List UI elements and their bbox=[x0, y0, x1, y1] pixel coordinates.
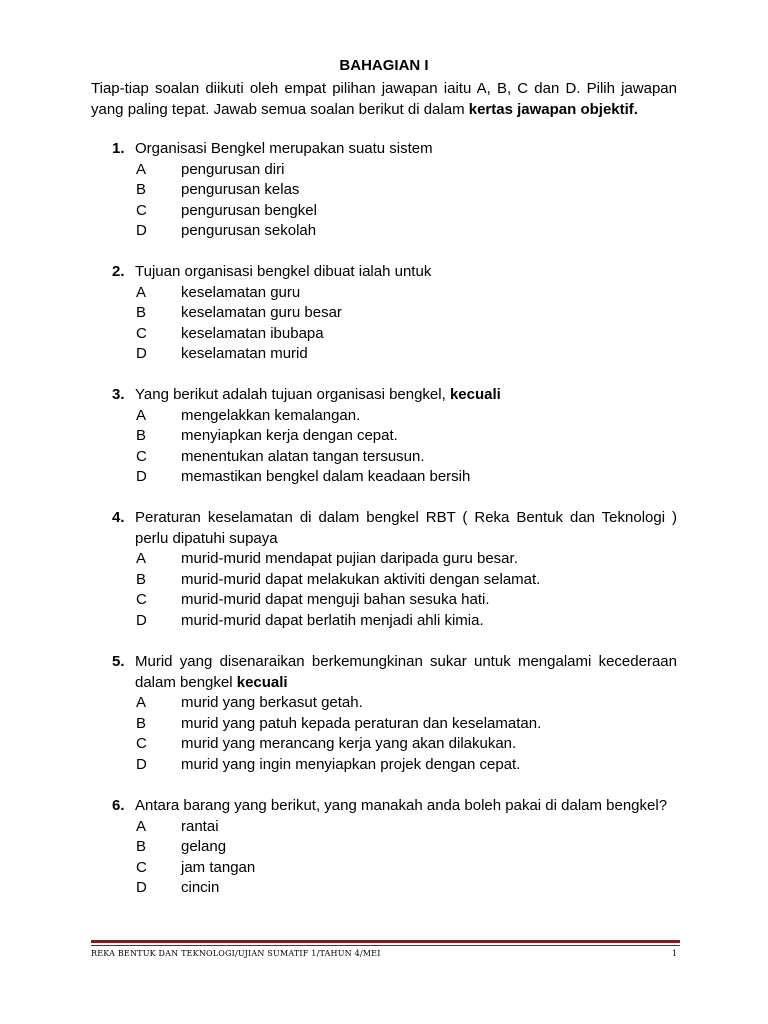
option-letter: B bbox=[136, 714, 147, 732]
option-letter: B bbox=[136, 181, 147, 199]
option-b bbox=[91, 426, 677, 447]
option-letter: D bbox=[136, 222, 147, 240]
option-letter: D bbox=[136, 345, 147, 363]
question-number: 2. bbox=[112, 263, 125, 280]
option-letter: A bbox=[136, 406, 147, 424]
option-text: murid-murid mendapat pujian daripada guru besar. bbox=[181, 550, 518, 568]
option-c bbox=[91, 858, 677, 879]
question-number: 1. bbox=[112, 140, 125, 157]
option-text: murid yang merancang kerja yang akan dilakukan. bbox=[181, 735, 517, 753]
option-letter: C bbox=[136, 591, 147, 609]
section-title: BAHAGIAN I bbox=[339, 57, 429, 74]
option-letter: D bbox=[136, 755, 147, 773]
footer-rule-thick bbox=[91, 940, 680, 943]
option-text: murid-murid dapat melakukan aktiviti dengan selamat. bbox=[181, 570, 541, 588]
option-letter: A bbox=[136, 160, 147, 178]
option-text: gelang bbox=[181, 838, 227, 856]
instructions bbox=[91, 78, 677, 120]
option-text: murid yang ingin menyiapkan projek dengan cepat. bbox=[181, 755, 521, 773]
option-letter: C bbox=[136, 324, 147, 342]
option-text: keselamatan murid bbox=[181, 345, 308, 363]
question-stem bbox=[91, 385, 677, 406]
stem-text: Peraturan keselamatan di dalam bengkel RBT ( Reka Bentuk dan Teknologi ) perlu dipatuhi supaya bbox=[135, 509, 677, 547]
stem-text: Organisasi Bengkel merupakan suatu sistem bbox=[135, 140, 433, 157]
instruction-text: Tiap-tiap soalan diikuti oleh empat pilihan jawapan iaitu A, B, C dan D. Pilih jawapan yang paling tepat. Jawab semua soalan berikut di dalam bbox=[91, 80, 677, 118]
option-d bbox=[91, 878, 677, 899]
option-b bbox=[91, 837, 677, 858]
question-6 bbox=[91, 796, 677, 899]
question-stem bbox=[91, 139, 677, 160]
question-4 bbox=[91, 508, 677, 632]
option-d bbox=[91, 611, 677, 632]
option-letter: C bbox=[136, 201, 147, 219]
question-3 bbox=[91, 385, 677, 488]
option-a bbox=[91, 160, 677, 181]
question-stem bbox=[91, 652, 677, 693]
option-c bbox=[91, 324, 677, 345]
option-a bbox=[91, 693, 677, 714]
question-stem bbox=[91, 508, 677, 549]
option-text: pengurusan bengkel bbox=[181, 201, 317, 219]
option-text: jam tangan bbox=[181, 858, 256, 876]
option-text: keselamatan ibubapa bbox=[181, 324, 324, 342]
stem-bold: kecuali bbox=[449, 386, 501, 403]
option-letter: B bbox=[136, 570, 147, 588]
option-a bbox=[91, 817, 677, 838]
option-b bbox=[91, 303, 677, 324]
option-letter: C bbox=[136, 858, 147, 876]
option-b bbox=[91, 714, 677, 735]
option-letter: D bbox=[136, 879, 147, 897]
stem-text: Yang berikut adalah tujuan organisasi bengkel, bbox=[135, 386, 450, 403]
footer-rule-thin bbox=[91, 945, 680, 946]
option-letter: C bbox=[136, 447, 147, 465]
option-letter: A bbox=[136, 283, 147, 301]
question-stem bbox=[91, 796, 677, 817]
footer-text: REKA BENTUK DAN TEKNOLOGI/UJIAN SUMATIF 1/TAHUN 4/MEI bbox=[91, 949, 381, 958]
stem-text: Tujuan organisasi bengkel dibuat ialah untuk bbox=[135, 263, 432, 280]
page-number: 1 bbox=[672, 949, 678, 958]
option-c bbox=[91, 590, 677, 611]
option-letter: C bbox=[136, 735, 147, 753]
option-text: memastikan bengkel dalam keadaan bersih bbox=[181, 468, 471, 486]
option-text: cincin bbox=[181, 879, 220, 897]
instruction-bold: kertas jawapan objektif. bbox=[468, 101, 638, 118]
option-text: murid-murid dapat berlatih menjadi ahli kimia. bbox=[181, 611, 484, 629]
option-text: menentukan alatan tangan tersusun. bbox=[181, 447, 425, 465]
question-1 bbox=[91, 139, 677, 242]
option-text: pengurusan diri bbox=[181, 160, 285, 178]
option-letter: A bbox=[136, 817, 147, 835]
question-number: 6. bbox=[112, 797, 125, 814]
option-text: menyiapkan kerja dengan cepat. bbox=[181, 427, 398, 445]
option-a bbox=[91, 283, 677, 304]
option-letter: A bbox=[136, 694, 147, 712]
option-text: pengurusan kelas bbox=[181, 181, 300, 199]
question-number: 5. bbox=[112, 653, 125, 670]
option-letter: D bbox=[136, 468, 147, 486]
option-text: pengurusan sekolah bbox=[181, 222, 317, 240]
option-b bbox=[91, 180, 677, 201]
option-b bbox=[91, 570, 677, 591]
option-text: murid yang patuh kepada peraturan dan keselamatan. bbox=[181, 714, 542, 732]
option-text: keselamatan guru bbox=[181, 283, 301, 301]
question-2 bbox=[91, 262, 677, 365]
option-d bbox=[91, 467, 677, 488]
option-text: murid-murid dapat menguji bahan sesuka hati. bbox=[181, 591, 490, 609]
option-c bbox=[91, 201, 677, 222]
question-number: 3. bbox=[112, 386, 125, 403]
option-d bbox=[91, 344, 677, 365]
option-text: keselamatan guru besar bbox=[181, 304, 342, 322]
option-a bbox=[91, 549, 677, 570]
option-letter: A bbox=[136, 550, 147, 568]
question-stem bbox=[91, 262, 677, 283]
option-d bbox=[91, 755, 677, 776]
option-c bbox=[91, 734, 677, 755]
option-text: murid yang berkasut getah. bbox=[181, 694, 363, 712]
option-letter: B bbox=[136, 838, 147, 856]
option-d bbox=[91, 221, 677, 242]
option-letter: B bbox=[136, 304, 147, 322]
option-c bbox=[91, 447, 677, 468]
stem-bold: kecuali bbox=[236, 673, 288, 691]
question-number: 4. bbox=[112, 509, 125, 526]
option-letter: B bbox=[136, 427, 147, 445]
option-text: mengelakkan kemalangan. bbox=[181, 406, 361, 424]
stem-text: Antara barang yang berikut, yang manakah anda boleh pakai di dalam bengkel? bbox=[135, 797, 668, 814]
stem-text: Murid yang disenaraikan berkemungkinan sukar untuk mengalami kecederaan dalam bengkel bbox=[135, 653, 677, 691]
option-letter: D bbox=[136, 611, 147, 629]
question-5 bbox=[91, 652, 677, 776]
option-text: rantai bbox=[181, 817, 219, 835]
option-a bbox=[91, 406, 677, 427]
